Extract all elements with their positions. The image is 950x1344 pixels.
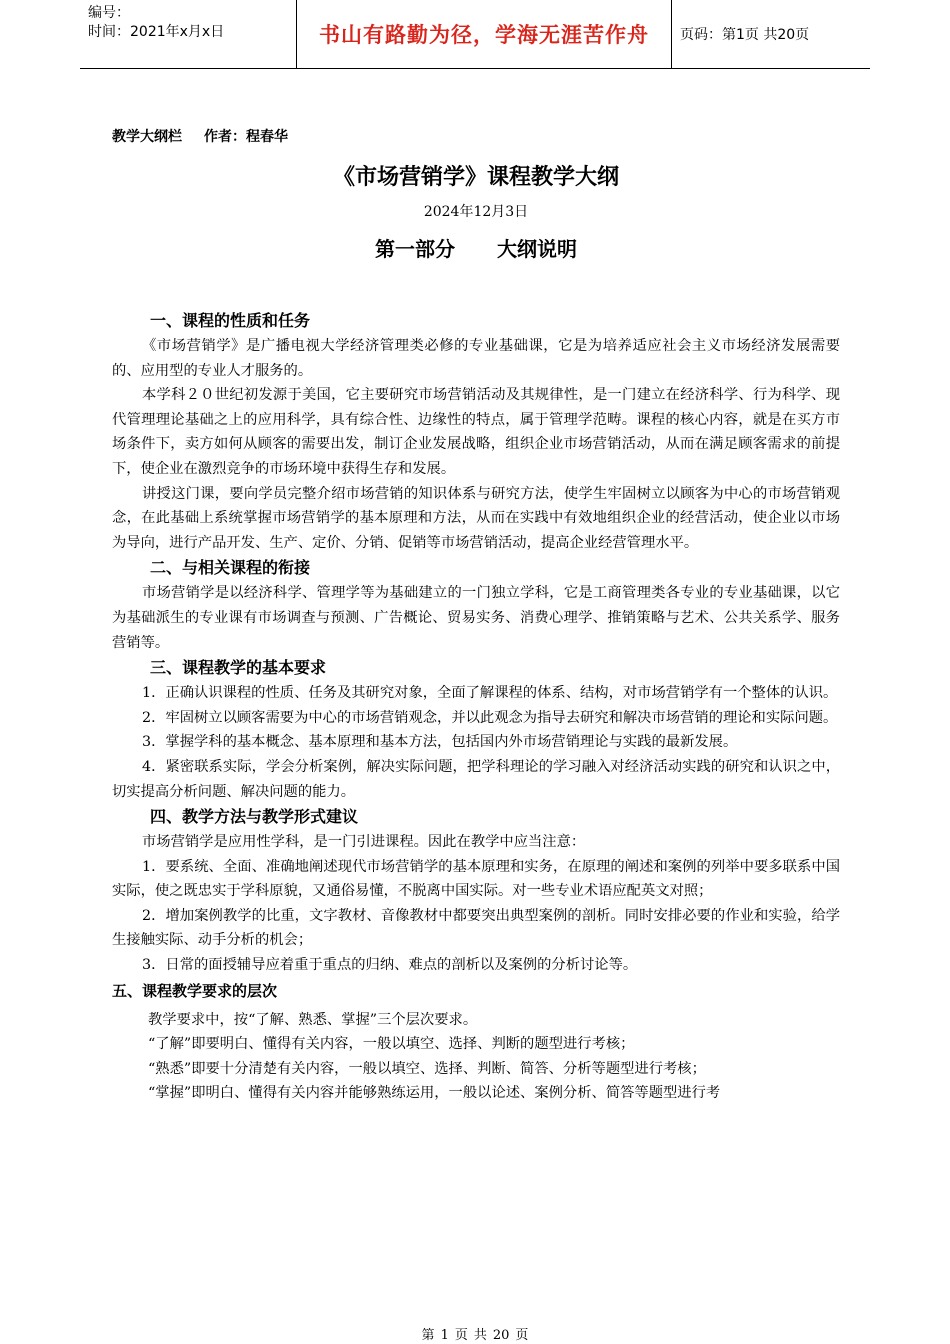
doc-meta <box>112 126 840 146</box>
section-3-item: 3．掌握学科的基本概念、基本原理和基本方法，包括国内外市场营销理论与实践的最新发展。 <box>142 734 738 751</box>
section-5-intro: 教学要求中，按“了解、熟悉、掌握”三个层次要求。 <box>148 1011 478 1028</box>
section-1-heading: 一、课程的性质和任务 <box>150 311 311 330</box>
section-2-paragraph: 市场营销学是以经济科学、管理学等为基础建立的一门独立学科，它是工商管理类各专业的专业基础课，以它为基础派生的专业课有市场调查与预测、广告概论、贸易实务、消费心理学、推销策略与艺术、公共关系学、服务营销等。 <box>112 585 840 651</box>
section-5-body <box>112 1008 840 1106</box>
section-3-item: 1．正确认识课程的性质、任务及其研究对象，全面了解课程的体系、结构，对市场营销学有一个整体的认识。 <box>142 685 838 702</box>
footer-page-num: 1 <box>440 1328 449 1343</box>
doc-title: 《市场营销学》课程教学大纲 <box>332 165 619 190</box>
section-5-item: “了解”即要明白、懂得有关内容，一般以填空、选择、判断的题型进行考核； <box>148 1036 635 1053</box>
section-4-item: 3．日常的面授辅导应着重于重点的归纳、难点的剖析以及案例的分析讨论等。 <box>142 957 638 974</box>
column-label: 教学大纲栏 <box>112 129 182 145</box>
header-meta <box>80 0 297 68</box>
section-3-heading: 三、课程教学的基本要求 <box>150 658 327 678</box>
part-title: 大纲说明 <box>497 237 577 261</box>
part-label: 第一部分 <box>375 237 455 261</box>
section-4-item: 1．要系统、全面、准确地阐述现代市场营销学的基本原理和实务，在原理的阐述和案例的列举中要多联系中国实际，使之既忠实于学科原貌，又通俗易懂，不脱离中国实际。对一些专业术语应配英文对照； <box>112 858 840 900</box>
section-3-item: 4．紧密联系实际，学会分析案例，解决实际问题，把学科理论的学习融入对经济活动实践的研究和认识之中，切实提高分析问题、解决问题的能力。 <box>112 758 840 800</box>
section-3-item: 2．牢固树立以顾客需要为中心的市场营销观念，并以此观念为指导去研究和解决市场营销的理论和实际问题。 <box>142 709 838 726</box>
document-body <box>112 126 840 1106</box>
section-4-item: 2．增加案例教学的比重，文字教材、音像教材中都要突出典型案例的剖析。同时安排必要的作业和实验，给学生接触实际、动手分析的机会； <box>112 907 840 949</box>
section-4-intro: 市场营销学是应用性学科，是一门引进课程。因此在教学中应当注意： <box>142 834 586 851</box>
footer-page-word: 第 <box>421 1328 435 1343</box>
section-5-item: “熟悉”即要十分清楚有关内容，一般以填空、选择、判断、简答、分析等题型进行考核； <box>148 1060 706 1077</box>
doc-date: 2024年12月3日 <box>423 204 529 220</box>
number-label: 编号： <box>88 5 130 21</box>
section-5-heading: 五、课程教学要求的层次 <box>112 981 278 1000</box>
footer-total-unit: 页 <box>515 1328 529 1343</box>
header-motto: 书山有路勤为径，学海无涯苦作舟 <box>297 0 672 68</box>
section-1-paragraph: 讲授这门课，要向学员完整介绍市场营销的知识体系与研究方法，使学生牢固树立以顾客为中心的市场营销观念，在此基础上系统掌握市场营销学的基本原理和方法，从而在实践中有效地组织企业的经营活动，使企业以市场为导向，进行产品开发、生产、定价、分销、促销等市场营销活动，提高企业经营管理水平。 <box>112 485 840 551</box>
time-label: 时间：2021年x月x日 <box>88 24 225 40</box>
section-1-paragraph: 《市场营销学》是广播电视大学经济管理类必修的专业基础课，它是为培养适应社会主义市场经济发展需要的、应用型的专业人才服务的。 <box>112 338 840 379</box>
page-header <box>80 0 870 69</box>
section-1-paragraph: 本学科２０世纪初发源于美国，它主要研究市场营销活动及其规律性，是一门建立在经济科学、行为科学、现代管理理论基础之上的应用科学，具有综合性、边缘性的特点，属于管理学范畴。课程的核心内容，就是在买方市场条件下，卖方如何从顾客的需要出发，制订企业发展战略，组织企业市场营销活动，从而在满足顾客需求的前提下，使企业在激烈竞争的市场环境中获得生存和发展。 <box>112 387 840 477</box>
page-footer <box>0 1324 950 1343</box>
header-page-info: 页码：第1页 共20页 <box>680 27 810 43</box>
section-2-heading: 二、与相关课程的衔接 <box>150 558 311 578</box>
section-4-heading: 四、教学方法与教学形式建议 <box>150 807 359 827</box>
footer-total-num: 20 <box>492 1328 510 1343</box>
part-heading <box>112 233 840 262</box>
footer-total-word: 共 <box>473 1328 487 1343</box>
section-5-item: “掌握”即明白、懂得有关内容并能够熟练运用，一般以论述、案例分析、简答等题型进行考 <box>148 1085 721 1102</box>
footer-page-unit: 页 <box>454 1328 468 1343</box>
author-label: 作者：程春华 <box>204 129 288 145</box>
